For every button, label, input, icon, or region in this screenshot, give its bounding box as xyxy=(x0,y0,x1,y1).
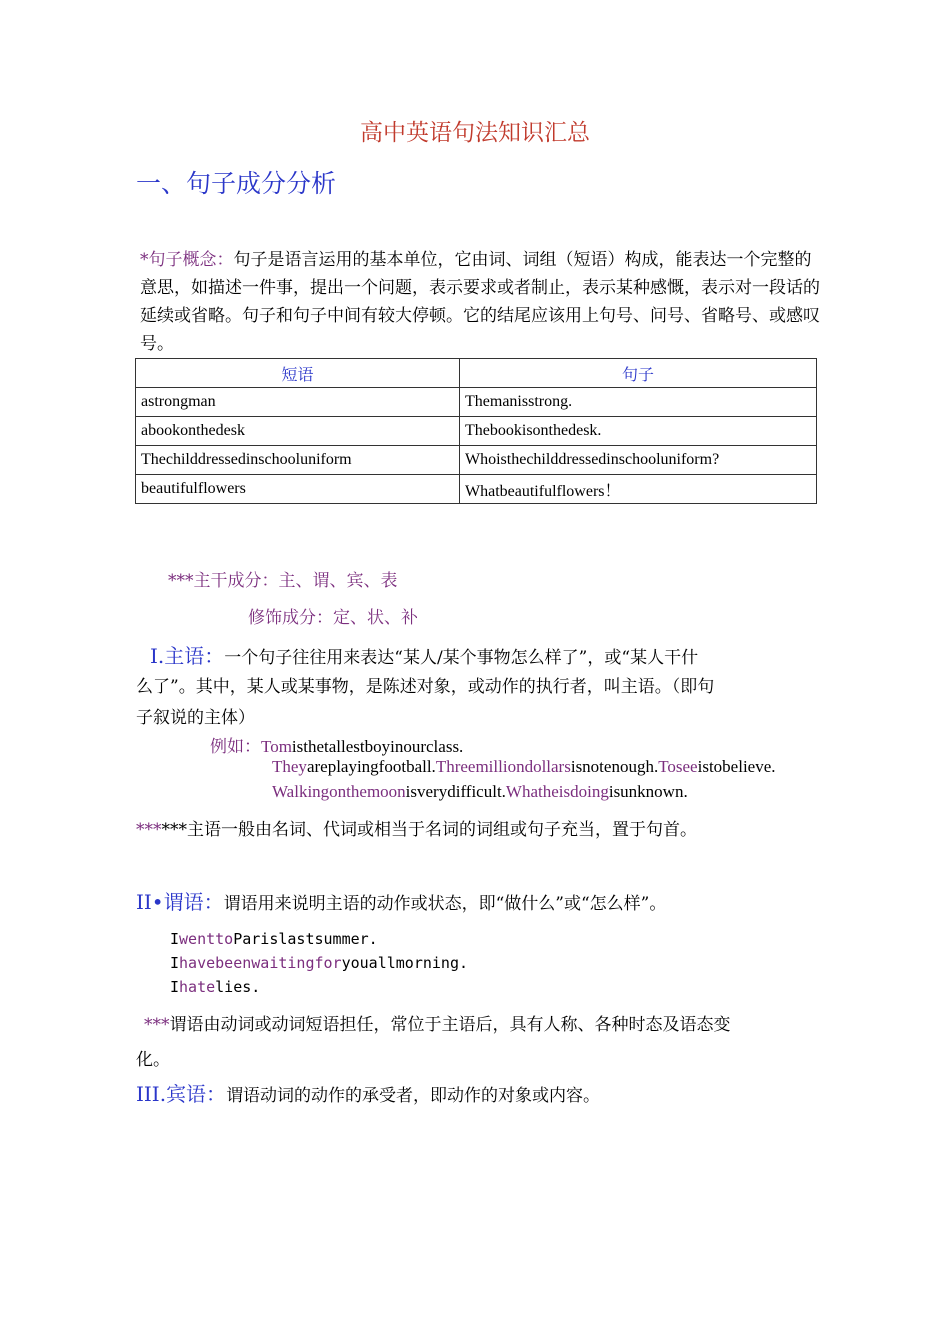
concept-text: 句子是语言运用的基本单位，它由词、词组（短语）构成，能表达一个完整的意思，如描述一件事，提出一个问题，表示要求或者制止，表示某种感慨，表示对一段话的延续或省略。句子和句子中间有较大停顿。它的结尾应该用上句号、问号、省略号、或感叹号。 xyxy=(140,250,820,354)
example-verb: havebeenwaitingfor xyxy=(179,954,342,972)
example-verb: hate xyxy=(179,978,216,996)
subject-line-2: 么了”。其中，某人或某事物，是陈述对象，或动作的执行者，叫主语。（即句 xyxy=(136,677,715,697)
phrase-sentence-table xyxy=(135,358,817,504)
table-header-phrase: 短语 xyxy=(136,359,460,388)
note-stars: *** xyxy=(136,820,162,840)
table-cell-sentence: Whatbeautifulflowers！ xyxy=(460,475,817,504)
predicate-example-3 xyxy=(170,978,260,996)
subject-line-1 xyxy=(150,640,698,669)
table-row xyxy=(136,446,817,475)
predicate-label: II•谓语： xyxy=(136,890,224,914)
main-components-line: ***主干成分：主、谓、宾、表 xyxy=(168,571,398,591)
object-line xyxy=(136,1078,600,1107)
example-verb: wentto xyxy=(179,930,234,948)
document-title: 高中英语句法知识汇总 xyxy=(360,120,590,146)
section-heading: 一、句子成分分析 xyxy=(136,169,337,198)
concept-label: *句子概念： xyxy=(140,250,234,270)
predicate-note-line-2: 化。 xyxy=(136,1050,170,1070)
object-text: 谓语动词的动作的承受者，即动作的对象或内容。 xyxy=(226,1086,601,1106)
predicate-example-1 xyxy=(170,930,378,948)
example-rest: youallmorning. xyxy=(341,954,469,972)
example-rest: areplayingfootball. xyxy=(306,757,436,776)
subject-example-1 xyxy=(210,732,463,757)
example-label: 例如： xyxy=(210,737,261,756)
subject-line-3: 子叙说的主体） xyxy=(136,708,255,728)
predicate-text: 谓语用来说明主语的动作或状态，即“做什么”或“怎么样”。 xyxy=(223,894,667,914)
object-label: III.宾语： xyxy=(136,1082,227,1106)
predicate-note-line-1 xyxy=(144,1010,731,1035)
example-rest: istobelieve. xyxy=(697,757,776,776)
example-rest: Parislastsummer. xyxy=(233,930,378,948)
table-cell-phrase: Thechilddressedinschooluniform xyxy=(136,446,460,475)
example-subject: I xyxy=(170,954,180,972)
predicate-note-text: 谓语由动词或动词短语担任，常位于主语后，具有人称、各种时态及语态变 xyxy=(169,1015,731,1035)
predicate-line xyxy=(136,886,666,915)
table-cell-phrase: astrongman xyxy=(136,388,460,417)
example-subject: Whatheisdoing xyxy=(505,782,609,801)
example-subject: I xyxy=(170,978,180,996)
table-cell-phrase: beautifulflowers xyxy=(136,475,460,504)
table-header-sentence: 句子 xyxy=(460,359,817,388)
sentence-concept-paragraph xyxy=(140,246,820,358)
example-subject: Threemilliondollars xyxy=(435,757,571,776)
example-rest: isthetallestboyinourclass. xyxy=(291,737,464,756)
table-cell-sentence: Themanisstrong. xyxy=(460,388,817,417)
predicate-example-2 xyxy=(170,954,468,972)
example-subject: They xyxy=(272,757,307,776)
subject-example-3 xyxy=(272,782,688,802)
subject-text-1: 一个句子往往用来表达“某人/某个事物怎么样了”，或“某人干什 xyxy=(224,648,699,668)
example-subject: I xyxy=(170,930,180,948)
note-stars: *** xyxy=(144,1015,170,1035)
table-cell-sentence: Thebookisonthedesk. xyxy=(460,417,817,446)
example-rest: isverydifficult. xyxy=(405,782,506,801)
table-row xyxy=(136,475,817,504)
example-subject: Tosee xyxy=(658,757,698,776)
table-cell-phrase: abookonthedesk xyxy=(136,417,460,446)
table-row xyxy=(136,417,817,446)
table-cell-sentence: Whoisthechilddressedinschooluniform? xyxy=(460,446,817,475)
subject-label: I.主语： xyxy=(150,644,225,668)
table-header-row xyxy=(136,359,817,388)
subject-note-text: ***主语一般由名词、代词或相当于名词的词组或句子充当，置于句首。 xyxy=(161,820,697,840)
table-row xyxy=(136,388,817,417)
subject-note xyxy=(136,815,697,840)
example-rest: isnotenough. xyxy=(570,757,659,776)
example-subject: Walkingonthemoon xyxy=(272,782,406,801)
example-subject: Tom xyxy=(261,737,292,756)
example-rest: lies. xyxy=(215,978,261,996)
example-rest: isunknown. xyxy=(608,782,688,801)
subject-example-2 xyxy=(272,757,776,777)
modifier-components-line: 修饰成分：定、状、补 xyxy=(248,608,418,628)
